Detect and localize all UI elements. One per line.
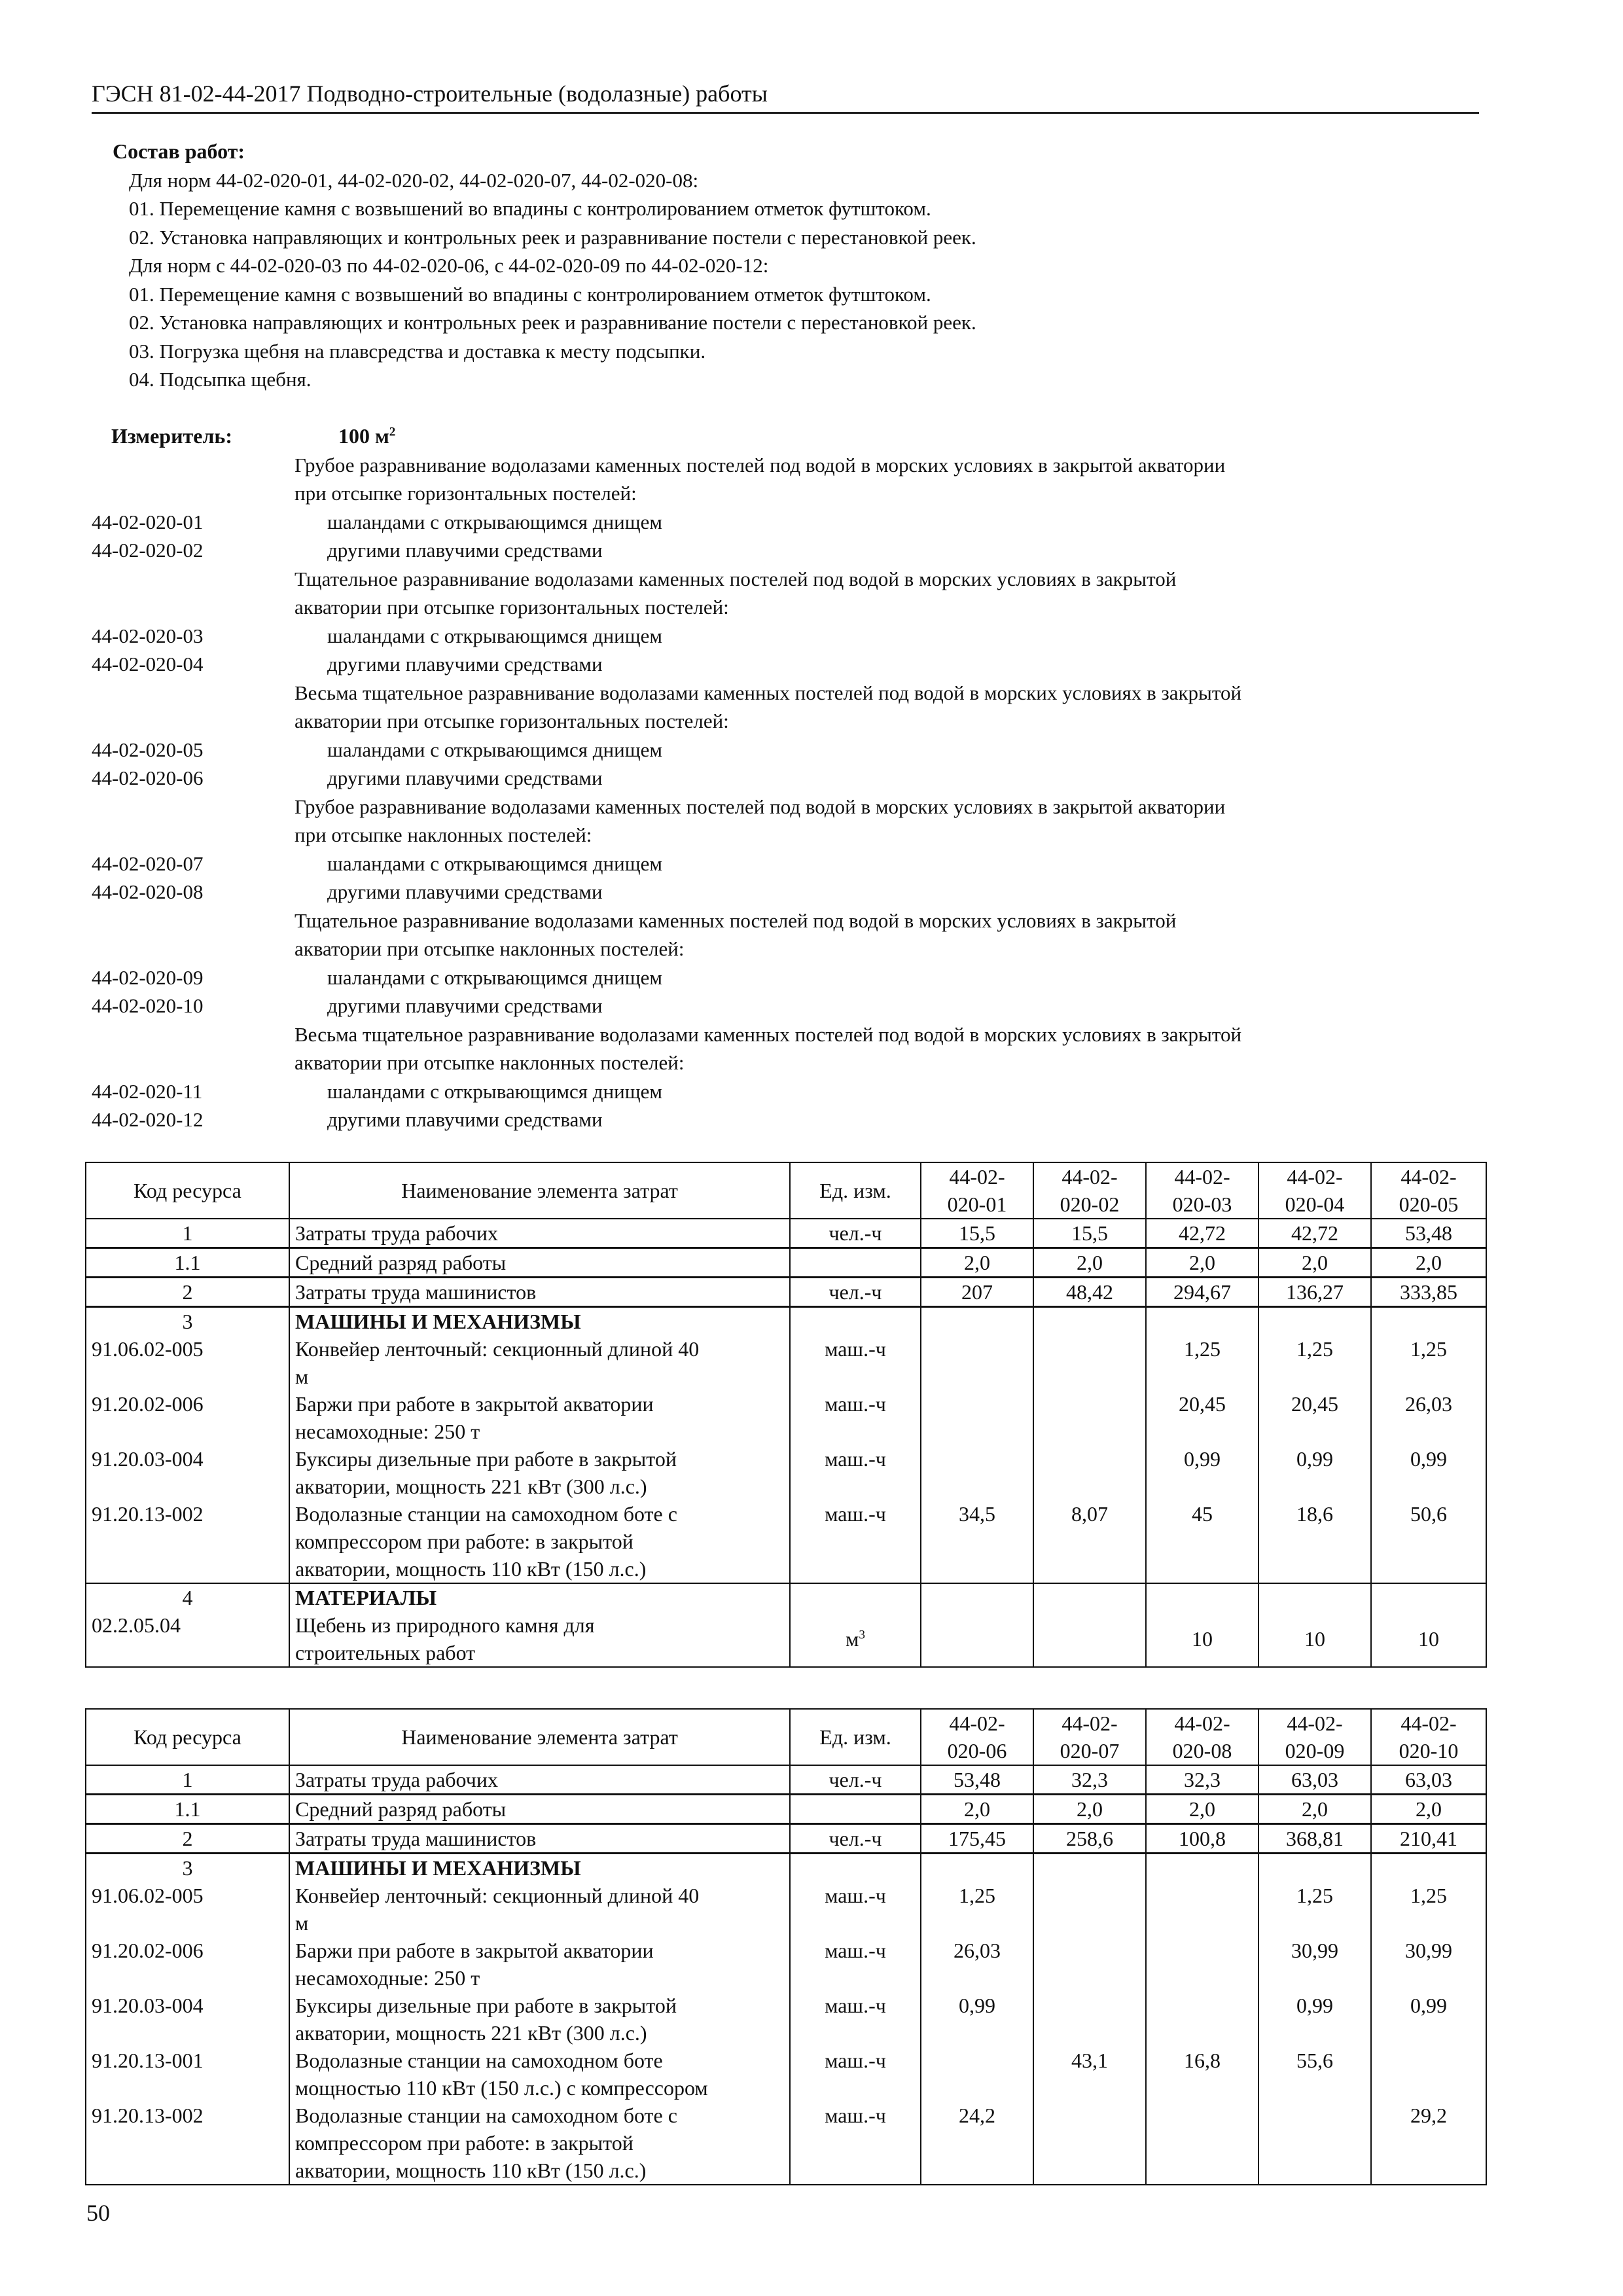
- table-row: [86, 1248, 1486, 1278]
- resource-value: 2,0: [1033, 1248, 1146, 1278]
- header-norm-column: 44-02- 020-03: [1146, 1162, 1258, 1219]
- resource-name: Буксиры дизельные при работе в закрытой акватории, мощность 221 кВт (300 л.с.): [289, 1992, 790, 2047]
- norm-description: акватории при отсыпке горизонтальных постелей:: [294, 709, 729, 732]
- norm-row: [92, 1105, 1499, 1134]
- resource-code: 3: [86, 1854, 289, 1882]
- table-row: [86, 1307, 1486, 1336]
- resource-value: 2,0: [1146, 1795, 1258, 1824]
- resource-table-1: [85, 1162, 1487, 1668]
- norm-row: [92, 622, 1499, 651]
- resource-value: [921, 1307, 1033, 1336]
- resource-value: 2,0: [1146, 1248, 1258, 1278]
- resource-value: [1033, 1992, 1146, 2047]
- header-norm-column: 44-02- 020-07: [1033, 1709, 1146, 1765]
- header-norm-column: 44-02- 020-02: [1033, 1162, 1146, 1219]
- resource-unit: [790, 1583, 921, 1611]
- norm-code: 44-02-020-07: [92, 852, 204, 875]
- table-row: [86, 1500, 1486, 1583]
- resource-value: [1033, 1882, 1146, 1937]
- resource-value: 63,03: [1258, 1765, 1371, 1795]
- composition-line: 01. Перемещение камня с возвышений во впадины с контролированием отметок футштоком.: [129, 282, 931, 306]
- norm-row: [92, 1049, 1499, 1077]
- resource-value: 368,81: [1258, 1824, 1371, 1854]
- resource-value: [1033, 1445, 1146, 1500]
- norm-rows: [92, 451, 1499, 1134]
- norm-item-text: шаландами с открывающимся днищем: [327, 852, 662, 875]
- resource-value: [921, 1611, 1033, 1667]
- resource-value: 2,0: [921, 1795, 1033, 1824]
- norm-row: [92, 479, 1499, 508]
- resource-unit: маш.-ч: [790, 1335, 921, 1390]
- resource-unit: маш.-ч: [790, 1937, 921, 1992]
- resource-value: [1033, 2102, 1146, 2185]
- resource-name: МАШИНЫ И МЕХАНИЗМЫ: [289, 1854, 790, 1882]
- resource-unit: чел.-ч: [790, 1219, 921, 1248]
- norm-code: 44-02-020-08: [92, 880, 204, 903]
- header-norm-column: 44-02- 020-06: [921, 1709, 1033, 1765]
- resource-value: [1033, 1937, 1146, 1992]
- table-row: [86, 1445, 1486, 1500]
- resource-value: [1033, 1335, 1146, 1390]
- resource-unit: маш.-ч: [790, 1500, 921, 1583]
- table-row: [86, 2047, 1486, 2102]
- resource-value: 2,0: [1371, 1795, 1486, 1824]
- norm-description: Тщательное разравнивание водолазами каменных постелей под водой в морских условиях в закрытой: [294, 908, 1177, 932]
- resource-value: [1371, 1854, 1486, 1882]
- composition-title: Состав работ:: [113, 139, 245, 163]
- resource-unit: [790, 1795, 921, 1824]
- norm-code: 44-02-020-03: [92, 624, 204, 647]
- composition-line: 01. Перемещение камня с возвышений во впадины с контролированием отметок футштоком.: [129, 197, 931, 220]
- resource-value: [1146, 2102, 1258, 2185]
- resource-unit: $м^3$: [790, 1611, 921, 1667]
- norm-code: 44-02-020-11: [92, 1079, 203, 1103]
- norm-description: Тщательное разравнивание водолазами каменных постелей под водой в морских условиях в закрытой: [294, 567, 1177, 590]
- table-row: [86, 1583, 1486, 1611]
- norm-row: [92, 508, 1499, 537]
- resource-name: Затраты труда рабочих: [289, 1219, 790, 1248]
- meter-row: [92, 422, 1499, 451]
- resource-code: 02.2.05.04: [86, 1611, 289, 1667]
- header-norm-column: 44-02- 020-10: [1371, 1709, 1486, 1765]
- resource-code: 91.20.13-002: [86, 2102, 289, 2185]
- resource-value: [1146, 1937, 1258, 1992]
- resource-value: 20,45: [1146, 1390, 1258, 1445]
- norm-row: [92, 650, 1499, 679]
- table-row: [86, 1854, 1486, 1882]
- table-row: [86, 1992, 1486, 2047]
- meter-label: Измеритель:: [111, 424, 232, 448]
- resource-value: 0,99: [1258, 1992, 1371, 2047]
- table-row: [86, 1278, 1486, 1307]
- resource-name: Буксиры дизельные при работе в закрытой акватории, мощность 221 кВт (300 л.с.): [289, 1445, 790, 1500]
- resource-name: Затраты труда машинистов: [289, 1824, 790, 1854]
- resource-name: Водолазные станции на самоходном боте с компрессором при работе: в закрытой акватории, мощность 110 кВт (150 л.с.): [289, 2102, 790, 2185]
- norm-row: [92, 536, 1499, 565]
- resource-value: [921, 1335, 1033, 1390]
- resource-name: Баржи при работе в закрытой акватории несамоходные: 250 т: [289, 1390, 790, 1445]
- resource-value: 53,48: [921, 1765, 1033, 1795]
- header-norm-column: 44-02- 020-09: [1258, 1709, 1371, 1765]
- resource-code: 91.20.03-004: [86, 1445, 289, 1500]
- norm-row: [92, 992, 1499, 1020]
- resource-value: 8,07: [1033, 1500, 1146, 1583]
- resource-value: 30,99: [1258, 1937, 1371, 1992]
- resource-name: МАШИНЫ И МЕХАНИЗМЫ: [289, 1307, 790, 1336]
- resource-value: [921, 2047, 1033, 2102]
- norm-item-text: шаландами с открывающимся днищем: [327, 738, 662, 761]
- resource-code: 1: [86, 1765, 289, 1795]
- resource-value: 2,0: [1371, 1248, 1486, 1278]
- resource-name: Щебень из природного камня для строительных работ: [289, 1611, 790, 1667]
- norm-description: акватории при отсыпке наклонных постелей:: [294, 937, 685, 960]
- work-composition: [113, 137, 976, 394]
- resource-value: 210,41: [1371, 1824, 1486, 1854]
- norm-item-text: шаландами с открывающимся днищем: [327, 1079, 662, 1103]
- norm-row: [92, 935, 1499, 963]
- header-name: Наименование элемента затрат: [289, 1162, 790, 1219]
- composition-line: Для норм с 44-02-020-03 по 44-02-020-06, с 44-02-020-09 по 44-02-020-12:: [129, 254, 769, 277]
- resource-name: МАТЕРИАЛЫ: [289, 1583, 790, 1611]
- resource-unit: маш.-ч: [790, 1445, 921, 1500]
- resource-value: [1146, 1992, 1258, 2047]
- resource-code: 1: [86, 1219, 289, 1248]
- norm-code: 44-02-020-05: [92, 738, 204, 761]
- table-row: [86, 1390, 1486, 1445]
- composition-line: 02. Установка направляющих и контрольных реек и разравнивание постели с перестановкой реек.: [129, 225, 976, 249]
- resource-value: 1,25: [1258, 1882, 1371, 1937]
- resource-value: [1033, 1390, 1146, 1445]
- resource-value: 26,03: [921, 1937, 1033, 1992]
- norm-row: [92, 906, 1499, 935]
- resource-value: 0,99: [921, 1992, 1033, 2047]
- resource-value: 32,3: [1033, 1765, 1146, 1795]
- composition-line: 02. Установка направляющих и контрольных реек и разравнивание постели с перестановкой реек.: [129, 311, 976, 334]
- resource-code: 91.20.13-002: [86, 1500, 289, 1583]
- resource-value: [1146, 1583, 1258, 1611]
- resource-value: 43,1: [1033, 2047, 1146, 2102]
- norm-item-text: другими плавучими средствами: [327, 1108, 603, 1131]
- resource-name: Затраты труда рабочих: [289, 1765, 790, 1795]
- resource-value: 20,45: [1258, 1390, 1371, 1445]
- resource-value: 207: [921, 1278, 1033, 1307]
- resource-value: 50,6: [1371, 1500, 1486, 1583]
- norm-row: [92, 707, 1499, 736]
- resource-value: 2,0: [921, 1248, 1033, 1278]
- resource-value: 53,48: [1371, 1219, 1486, 1248]
- meter-unit: 100 $м^2$: [338, 424, 396, 448]
- resource-name: Конвейер ленточный: секционный длиной 40 м: [289, 1335, 790, 1390]
- resource-unit: [790, 1854, 921, 1882]
- resource-value: 55,6: [1258, 2047, 1371, 2102]
- table-row: [86, 1219, 1486, 1248]
- norm-row: [92, 451, 1499, 480]
- norm-description: Грубое разравнивание водолазами каменных постелей под водой в морских условиях в закрытой акватории: [294, 453, 1226, 476]
- norm-code: 44-02-020-12: [92, 1108, 204, 1131]
- norm-description: Весьма тщательное разравнивание водолазами каменных постелей под водой в морских условиях в закрытой: [294, 681, 1242, 704]
- resource-unit: маш.-ч: [790, 1992, 921, 2047]
- resource-value: 42,72: [1146, 1219, 1258, 1248]
- resource-value: 1,25: [1146, 1335, 1258, 1390]
- header-name: Наименование элемента затрат: [289, 1709, 790, 1765]
- resource-code: 4: [86, 1583, 289, 1611]
- composition-line: 03. Погрузка щебня на плавсредства и доставка к месту подсыпки.: [129, 339, 706, 363]
- resource-value: 2,0: [1033, 1795, 1146, 1824]
- resource-code: 91.20.02-006: [86, 1390, 289, 1445]
- resource-value: 16,8: [1146, 2047, 1258, 2102]
- resource-name: Водолазные станции на самоходном боте с компрессором при работе: в закрытой акватории, мощность 110 кВт (150 л.с.): [289, 1500, 790, 1583]
- norm-row: [92, 850, 1499, 878]
- resource-value: 26,03: [1371, 1390, 1486, 1445]
- resource-unit: маш.-ч: [790, 1390, 921, 1445]
- norm-item-text: другими плавучими средствами: [327, 539, 603, 562]
- resource-value: [1258, 1854, 1371, 1882]
- resource-value: [921, 1854, 1033, 1882]
- resource-code: 91.20.03-004: [86, 1992, 289, 2047]
- header-norm-column: 44-02- 020-04: [1258, 1162, 1371, 1219]
- composition-line: Для норм 44-02-020-01, 44-02-020-02, 44-02-020-07, 44-02-020-08:: [129, 168, 699, 192]
- resource-value: 10: [1146, 1611, 1258, 1667]
- norm-list: [92, 422, 1499, 1134]
- resource-unit: маш.-ч: [790, 2102, 921, 2185]
- norm-row: [92, 679, 1499, 708]
- table-row: [86, 1824, 1486, 1854]
- header-code: Код ресурса: [86, 1162, 289, 1219]
- header-norm-column: 44-02- 020-08: [1146, 1709, 1258, 1765]
- resource-value: 34,5: [921, 1500, 1033, 1583]
- norm-row: [92, 593, 1499, 622]
- resource-value: 18,6: [1258, 1500, 1371, 1583]
- resource-unit: чел.-ч: [790, 1278, 921, 1307]
- composition-lines: [113, 166, 976, 394]
- resource-value: [1033, 1854, 1146, 1882]
- resource-value: [1371, 1307, 1486, 1336]
- resource-value: 0,99: [1371, 1992, 1486, 2047]
- resource-code: 2: [86, 1278, 289, 1307]
- resource-value: [1258, 2102, 1371, 2185]
- resource-value: [1033, 1583, 1146, 1611]
- resource-unit: [790, 1307, 921, 1336]
- header-unit: Ед. изм.: [790, 1709, 921, 1765]
- resource-value: [1258, 1307, 1371, 1336]
- header-code: Код ресурса: [86, 1709, 289, 1765]
- resource-code: 1.1: [86, 1248, 289, 1278]
- resource-code: 91.20.02-006: [86, 1937, 289, 1992]
- resource-value: 136,27: [1258, 1278, 1371, 1307]
- resource-value: [1146, 1882, 1258, 1937]
- resource-value: 1,25: [1371, 1882, 1486, 1937]
- resource-code: 2: [86, 1824, 289, 1854]
- resource-value: 1,25: [1258, 1335, 1371, 1390]
- norm-code: 44-02-020-02: [92, 539, 204, 562]
- composition-line: 04. Подсыпка щебня.: [129, 368, 312, 391]
- resource-value: 10: [1371, 1611, 1486, 1667]
- table-row: [86, 1335, 1486, 1390]
- resource-value: 0,99: [1258, 1445, 1371, 1500]
- resource-value: 63,03: [1371, 1765, 1486, 1795]
- resource-unit: [790, 1248, 921, 1278]
- resource-value: [921, 1445, 1033, 1500]
- norm-row: [92, 793, 1499, 821]
- norm-description: при отсыпке наклонных постелей:: [294, 823, 592, 846]
- page-number: 50: [86, 2200, 110, 2226]
- header-unit: Ед. изм.: [790, 1162, 921, 1219]
- resource-value: [921, 1583, 1033, 1611]
- resource-value: 32,3: [1146, 1765, 1258, 1795]
- resource-value: [1371, 1583, 1486, 1611]
- resource-value: 10: [1258, 1611, 1371, 1667]
- table-row: [86, 1795, 1486, 1824]
- norm-row: [92, 963, 1499, 992]
- norm-row: [92, 565, 1499, 594]
- norm-row: [92, 1020, 1499, 1049]
- resource-value: 1,25: [1371, 1335, 1486, 1390]
- norm-code: 44-02-020-10: [92, 994, 204, 1017]
- norm-row: [92, 736, 1499, 764]
- norm-row: [92, 1077, 1499, 1106]
- resource-value: 175,45: [921, 1824, 1033, 1854]
- resource-value: [1033, 1611, 1146, 1667]
- table-row: [86, 1611, 1486, 1667]
- resource-value: 333,85: [1371, 1278, 1486, 1307]
- resource-value: 2,0: [1258, 1795, 1371, 1824]
- norm-code: 44-02-020-01: [92, 510, 204, 533]
- norm-code: 44-02-020-06: [92, 766, 204, 789]
- norm-description: Грубое разравнивание водолазами каменных постелей под водой в морских условиях в закрытой акватории: [294, 795, 1226, 818]
- resource-name: Баржи при работе в закрытой акватории несамоходные: 250 т: [289, 1937, 790, 1992]
- norm-code: 44-02-020-09: [92, 965, 204, 989]
- resource-code: 91.20.13-001: [86, 2047, 289, 2102]
- resource-value: 258,6: [1033, 1824, 1146, 1854]
- resource-name: Средний разряд работы: [289, 1795, 790, 1824]
- resource-value: 42,72: [1258, 1219, 1371, 1248]
- resource-value: 1,25: [921, 1882, 1033, 1937]
- table-row: [86, 1765, 1486, 1795]
- table-row: [86, 1937, 1486, 1992]
- norm-item-text: шаландами с открывающимся днищем: [327, 965, 662, 989]
- norm-item-text: шаландами с открывающимся днищем: [327, 624, 662, 647]
- table-header-row: [86, 1162, 1486, 1219]
- resource-code: 91.06.02-005: [86, 1335, 289, 1390]
- resource-value: 100,8: [1146, 1824, 1258, 1854]
- resource-unit: чел.-ч: [790, 1765, 921, 1795]
- resource-table-2: [85, 1708, 1487, 2185]
- resource-value: 15,5: [1033, 1219, 1146, 1248]
- norm-row: [92, 878, 1499, 906]
- norm-description: акватории при отсыпке горизонтальных постелей:: [294, 596, 729, 619]
- resource-unit: маш.-ч: [790, 1882, 921, 1937]
- norm-item-text: другими плавучими средствами: [327, 880, 603, 903]
- resource-code: 3: [86, 1307, 289, 1336]
- norm-item-text: шаландами с открывающимся днищем: [327, 510, 662, 533]
- table-row: [86, 2102, 1486, 2185]
- resource-value: [1258, 1583, 1371, 1611]
- resource-name: Средний разряд работы: [289, 1248, 790, 1278]
- resource-name: Водолазные станции на самоходном боте мощностью 110 кВт (150 л.с.) с компрессором: [289, 2047, 790, 2102]
- header-norm-column: 44-02- 020-01: [921, 1162, 1033, 1219]
- norm-item-text: другими плавучими средствами: [327, 766, 603, 789]
- resource-value: 24,2: [921, 2102, 1033, 2185]
- resource-unit: чел.-ч: [790, 1824, 921, 1854]
- resource-code: 91.06.02-005: [86, 1882, 289, 1937]
- resource-value: 2,0: [1258, 1248, 1371, 1278]
- resource-value: 0,99: [1371, 1445, 1486, 1500]
- resource-name: Конвейер ленточный: секционный длиной 40 м: [289, 1882, 790, 1937]
- resource-value: 29,2: [1371, 2102, 1486, 2185]
- resource-value: [1371, 2047, 1486, 2102]
- norm-code: 44-02-020-04: [92, 653, 204, 675]
- table-header-row: [86, 1709, 1486, 1765]
- resource-value: 45: [1146, 1500, 1258, 1583]
- resource-value: [1146, 1854, 1258, 1882]
- norm-item-text: другими плавучими средствами: [327, 653, 603, 675]
- resource-code: 1.1: [86, 1795, 289, 1824]
- norm-description: Весьма тщательное разравнивание водолазами каменных постелей под водой в морских условиях в закрытой: [294, 1022, 1242, 1046]
- resource-unit: маш.-ч: [790, 2047, 921, 2102]
- norm-item-text: другими плавучими средствами: [327, 994, 603, 1017]
- resource-value: 15,5: [921, 1219, 1033, 1248]
- resource-value: [1146, 1307, 1258, 1336]
- resource-value: 0,99: [1146, 1445, 1258, 1500]
- resource-value: 294,67: [1146, 1278, 1258, 1307]
- resource-name: Затраты труда машинистов: [289, 1278, 790, 1307]
- resource-value: [1033, 1307, 1146, 1336]
- running-header: ГЭСН 81-02-44-2017 Подводно-строительные (водолазные) работы: [92, 75, 1479, 114]
- resource-value: [921, 1390, 1033, 1445]
- resource-value: 48,42: [1033, 1278, 1146, 1307]
- norm-row: [92, 764, 1499, 793]
- norm-description: акватории при отсыпке наклонных постелей:: [294, 1051, 685, 1074]
- resource-value: 30,99: [1371, 1937, 1486, 1992]
- norm-row: [92, 821, 1499, 850]
- header-norm-column: 44-02- 020-05: [1371, 1162, 1486, 1219]
- table-row: [86, 1882, 1486, 1937]
- norm-description: при отсыпке горизонтальных постелей:: [294, 482, 637, 505]
